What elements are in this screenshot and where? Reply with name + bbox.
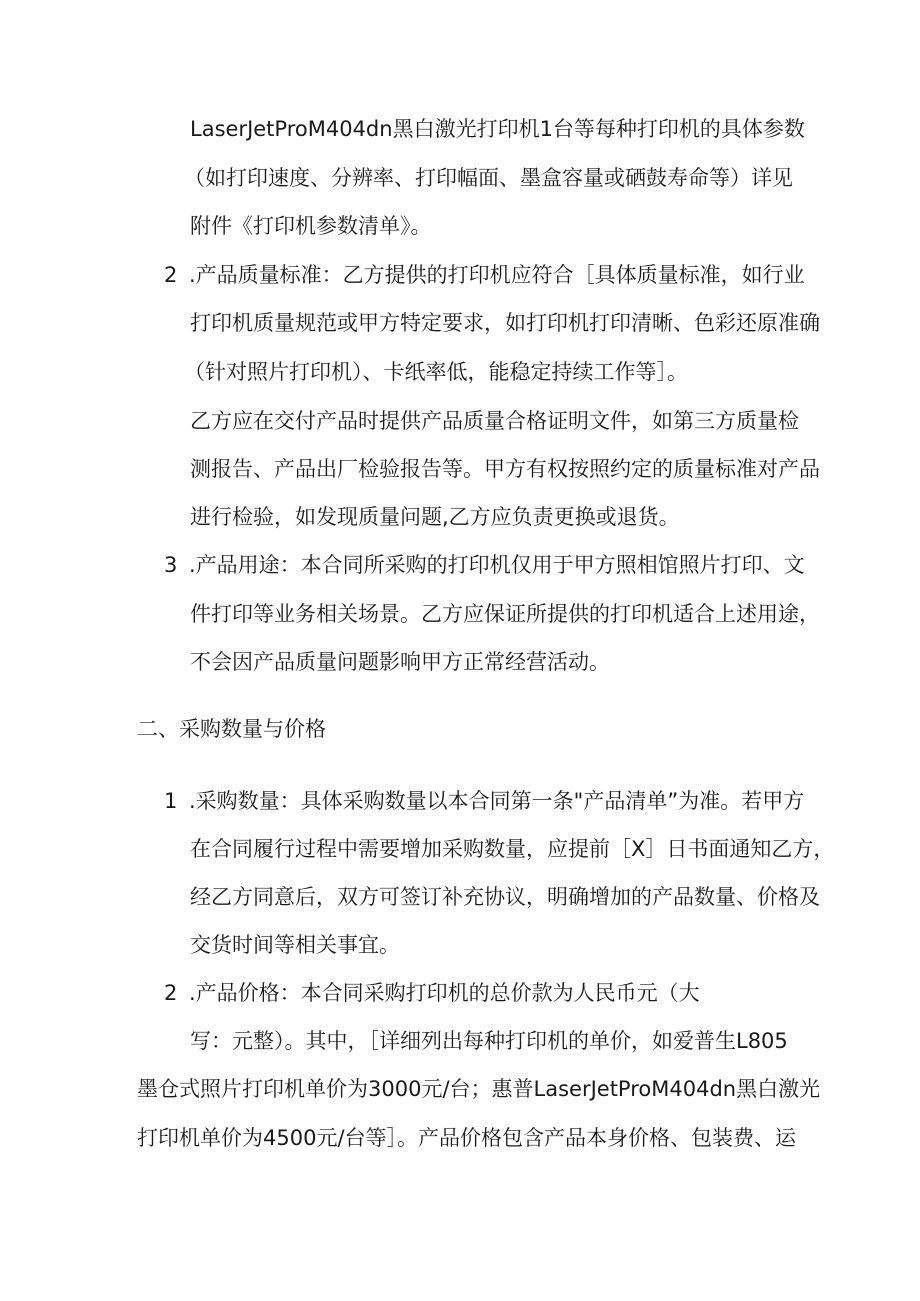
- item2-line3: （针对照片打印机）、卡纸率低，能稳定持续工作等］。: [184, 360, 688, 384]
- item3-line1: .产品用途：本合同所采购的打印机仅用于甲方照相馆照片打印、文: [189, 553, 805, 577]
- para1-line3: 附件《打印机参数清单》。: [190, 214, 432, 238]
- item3-line2: 件打印等业务相关场景。乙方应保证所提供的打印机适合上述用途，: [190, 602, 820, 626]
- item3-line3: 不会因产品质量问题影响甲方正常经营活动。: [190, 650, 610, 674]
- s2item1-line2: 在合同履行过程中需要增加采购数量，应提前［X］日书面通知乙方，: [190, 837, 835, 861]
- item2-line5: 测报告、产品出厂检验报告等。甲方有权按照约定的质量标准对产品: [190, 457, 820, 481]
- section-heading: 二、采购数量与价格: [137, 717, 326, 741]
- s2item2-line1: .产品价格：本合同采购打印机的总价款为人民币元（大: [189, 981, 700, 1005]
- item2-line6: 进行检验，如发现质量问题,乙方应负责更换或退货。: [190, 505, 680, 529]
- item2-line4: 乙方应在交付产品时提供产品质量合格证明文件，如第三方质量检: [190, 409, 799, 433]
- para1-line1: LaserJetProM404dn黑白激光打印机1台等每种打印机的具体参数: [190, 117, 805, 141]
- s2item1-line3: 经乙方同意后，双方可签订补充协议，明确增加的产品数量、价格及: [190, 885, 820, 909]
- item2-line2: 打印机质量规范或甲方特定要求，如打印机打印清晰、色彩还原准确: [190, 311, 820, 335]
- s2item2-line4: 打印机单价为4500元/台等］。产品价格包含产品本身价格、包装费、运: [137, 1126, 797, 1150]
- s2item2-number: 2: [164, 981, 178, 1005]
- item3-number: 3: [164, 553, 178, 577]
- item2-line1: .产品质量标准：乙方提供的打印机应符合［具体质量标准，如行业: [189, 263, 805, 287]
- s2item1-number: 1: [164, 789, 178, 813]
- s2item1-line1: .采购数量：具体采购数量以本合同第一条"产品清单”为准。若甲方: [189, 789, 805, 813]
- para1-line2: （如打印速度、分辨率、打印幅面、墨盒容量或硒鼓寿命等）详见: [184, 166, 793, 190]
- item2-number: 2: [164, 263, 178, 287]
- s2item1-line4: 交货时间等相关事宜。: [190, 933, 400, 957]
- s2item2-line3: 墨仓式照片打印机单价为3000元/台；惠普LaserJetProM404dn黑白激光: [137, 1077, 821, 1101]
- s2item2-line2: 写：元整）。其中，［详细列出每种打印机的单价，如爱普生L805: [190, 1029, 788, 1053]
